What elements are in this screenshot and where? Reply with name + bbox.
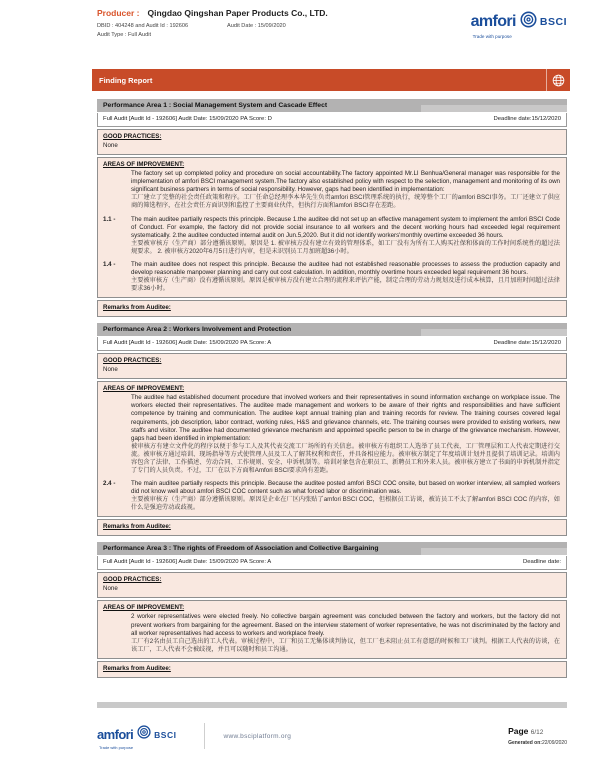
section-title: Performance Area 3 : The rights of Freedom of Association and Collective Bargaining bbox=[103, 545, 379, 553]
section-deadline: Deadline date: bbox=[523, 559, 561, 566]
finding-item bbox=[103, 480, 560, 512]
section-audit-info: Full Audit [Audit Id - 192606] Audit Date: 15/09/2020 PA Score: A bbox=[103, 559, 272, 566]
report-footer bbox=[97, 702, 567, 750]
section-deadline: Deadline date:15/12/2020 bbox=[493, 340, 561, 347]
finding-text-cn: 主要被审核方（生产商）部分遵循该原则。原因是企业在厂区内张贴了amfori BSCI COC，但根据员工访谈，被访员工不太了解amfori BSCI COC 的内容，如什么是强迫劳动或歧视。 bbox=[131, 496, 560, 512]
dbid-text: DBID : 404248 and Audit Id : 192606 bbox=[97, 22, 189, 29]
bsci-platform-link[interactable]: www.bsciplatform.org bbox=[223, 732, 292, 740]
remarks-label: Remarks from Auditee: bbox=[103, 304, 171, 312]
section-title-bar bbox=[97, 542, 567, 555]
remarks-label: Remarks from Auditee: bbox=[103, 664, 171, 672]
generated-on-label: Generated on: bbox=[508, 740, 542, 746]
footer-vertical-divider bbox=[204, 723, 205, 749]
areas-of-improvement-panel bbox=[97, 381, 567, 517]
finding-text-en: The main auditee partially respects this principle. Because the auditee posted amfori BSCI COC onsite, but based on worker interview, all sampled workers did not know well about amfori BSCI COC content such as what forced labor or discrimination was. bbox=[131, 479, 560, 495]
amfori-tagline: Trade with purpose bbox=[472, 34, 512, 39]
finding-text-en: The main auditee does not respect this principle. Because the auditee had not established reasonable processes to assess the production capacity and develop reasonable manpower planning and carry out cost calculation. In addition, monthly overtime hours exceeded legal requirement 36 hours. bbox=[131, 260, 560, 276]
producer-label: Producer : bbox=[97, 8, 140, 18]
amfori-wordmark: amfori bbox=[470, 13, 516, 30]
footer-divider-bar bbox=[97, 702, 567, 708]
aoi-intro-cn: 工厂有2名由员工自己选出的工人代表。审核过程中，工厂和员工无集体谈判协议，但工厂也未阻止员工有意愿的时候和工厂谈判。根据工人代表的访谈，在该工厂，工人代表不会被歧视，并且可以随时和员工沟通。 bbox=[131, 637, 560, 653]
finding-id: 2.4 - bbox=[103, 479, 116, 487]
finding-text-en: The main auditee partially respects this principle. Because 1.the auditee did not set up an effective management system to implement the amfori BSCI Code of Conduct. For example, the factory did not provide social insurance to all workers and the decent working hours had exceeded legal requirement systematically. 2.the auditee conducted internal audit on Jun.5,2020. But it did not identify workers'monthly overtime exceeded 36 hours. bbox=[131, 215, 560, 239]
finding-report-banner bbox=[92, 69, 570, 91]
good-practices-panel bbox=[97, 572, 567, 598]
section-meta-row bbox=[97, 556, 567, 570]
amfori-spiral-icon bbox=[520, 11, 537, 33]
bsci-wordmark: BSCI bbox=[154, 729, 177, 740]
areas-of-improvement-label: AREAS OF IMPROVEMENT: bbox=[103, 161, 185, 169]
good-practices-label: GOOD PRACTICES: bbox=[103, 133, 162, 140]
good-practices-value: None bbox=[103, 142, 118, 150]
areas-of-improvement-label: AREAS OF IMPROVEMENT: bbox=[103, 385, 185, 393]
good-practices-value: None bbox=[103, 366, 118, 374]
good-practices-panel bbox=[97, 129, 567, 155]
aoi-intro-en: The auditee had established document procedure that involved workers and their representatives in sound information exchange on workplace issue. The workers elected their representatives. The auditee made management and workers to be aware of their rights and responsibilities and have sufficient competence by training and communication. The auditee kept annual training plan and training records for review. The training courses covered legal requirements, job description, labor contract, working rules, H&S and grievance channels, etc. The training courses were provided to existing workers, new staffs and visitor. The auditee had documented grievance mechanism and appointed specific person to be in charge of the grievance mechanism. However, gaps had been identified in implementation: bbox=[131, 394, 560, 442]
remarks-panel bbox=[97, 661, 567, 678]
section-meta-row bbox=[97, 113, 567, 127]
finding-item bbox=[103, 216, 560, 256]
section-title: Performance Area 2 : Workers Involvement and Protection bbox=[103, 326, 292, 334]
finding-item bbox=[103, 261, 560, 293]
producer-block bbox=[97, 8, 338, 40]
aoi-intro-cn: 工厂建立了完整的社会责任政策和程序。工厂任命总经理李本华先生负责amfori BSCI管理系统的执行，统筹整个工厂的amfori BSCI事务。工厂还建立了供应商的筛选程序，在社会责任方面识别和监控了主要商业伙伴，但执行方面和amfori BSCI存在差距。 bbox=[131, 194, 560, 210]
section-title-bar bbox=[97, 99, 567, 112]
amfori-tagline: Trade with purpose bbox=[99, 745, 134, 750]
finding-id: 1.1 - bbox=[103, 215, 116, 223]
banner-title: Finding Report bbox=[99, 75, 153, 85]
finding-text-cn: 主要被审核方（生产商）部分遵循该原则。原因是 1. 被审核方没有建立有效的管理体系，如工厂没有为所有工人购买社保和体面的工作时间系统性的超过法规要求。 2. 被审核方2020年6月5日进行内审，但是未识别员工月加班超36小时。 bbox=[131, 239, 560, 255]
section-title: Performance Area 1 : Social Management System and Cascade Effect bbox=[103, 102, 328, 109]
section-performance-area-2 bbox=[97, 323, 567, 536]
remarks-panel bbox=[97, 300, 567, 317]
amfori-bsci-logo bbox=[471, 11, 567, 40]
aoi-intro-cn: 被审核方有建立文件化的程序以便于参与工人及其代表交流工厂场所的有关信息。被审核方有组织工人选举了员工代表，工厂管理层和工人代表定期进行交流。被审核方通过培训、现场指导等方式使管理人员及工人了解其权利和责任，并具备相应能力。被审核方制定了年度培训计划并且提供了培训记录。培训内容包含了法律、工作描述、劳动合同、工作规则、安全、申诉机制等。培训对象包含在职员工、新聘员工和外来人员。被审核方建立了书面的申诉机制并指定了专门的人员负责。不过，工厂在以下方面和Amfori BSCI要求尚有差距。 bbox=[131, 442, 560, 474]
audit-meta bbox=[97, 22, 338, 40]
producer-name: Qingdao Qingshan Paper Products Co., LTD. bbox=[147, 8, 328, 18]
globe-icon bbox=[546, 69, 570, 91]
amfori-spiral-icon bbox=[137, 725, 151, 744]
bsci-wordmark: BSCI bbox=[539, 16, 567, 28]
good-practices-label: GOOD PRACTICES: bbox=[103, 357, 162, 365]
aoi-intro-en: 2 worker representatives were elected freely. No collective bargain agreement was concluded between the factory and workers, but the factory did not prevent workers from bargaining for the agreement. Based on the interview statement of worker representative, he was not discriminated by the factory and all worker representatives had access to workers and workplace freely. bbox=[131, 613, 560, 637]
footer-page-block bbox=[508, 726, 567, 746]
section-deadline: Deadline date:15/12/2020 bbox=[493, 116, 561, 122]
areas-of-improvement-panel bbox=[97, 157, 567, 298]
good-practices-panel bbox=[97, 353, 567, 379]
audit-date-text: Audit Date : 15/09/2020 bbox=[227, 22, 286, 29]
good-practices-value: None bbox=[103, 585, 118, 593]
page-label: Page bbox=[508, 726, 529, 736]
footer-amfori-bsci-logo bbox=[97, 725, 176, 750]
audit-type-text: Audit Type : Full Audit bbox=[97, 31, 152, 38]
section-audit-info: Full Audit [Audit Id - 192606] Audit Date: 15/09/2020 PA Score: D bbox=[103, 116, 272, 122]
good-practices-label: GOOD PRACTICES: bbox=[103, 576, 162, 584]
amfori-wordmark: amfori bbox=[97, 727, 134, 742]
finding-id: 1.4 - bbox=[103, 260, 116, 268]
section-audit-info: Full Audit [Audit Id - 192606] Audit Date: 15/09/2020 PA Score: A bbox=[103, 340, 272, 347]
section-performance-area-3 bbox=[97, 542, 567, 678]
report-header bbox=[97, 8, 567, 40]
remarks-panel bbox=[97, 519, 567, 536]
page-number: 6/12 bbox=[530, 729, 544, 736]
areas-of-improvement-panel bbox=[97, 600, 567, 658]
finding-text-cn: 主要被审核方（生产商）没有遵循该原则。原因是被审核方没有建立合理的流程来评估产能，制定合理的劳动力规划及进行成本核算，且月加班时间超过法律要求36小时。 bbox=[131, 276, 560, 292]
generated-on-date: 22/09/2020 bbox=[541, 740, 567, 746]
section-title-bar bbox=[97, 323, 567, 336]
areas-of-improvement-label: AREAS OF IMPROVEMENT: bbox=[103, 604, 185, 612]
aoi-intro-en: The factory set up completed policy and procedure on social accountability.The factory appointed Mr.LI Benhua/General manager was responsible for the implementation of amfori BSCI management system.The factory also established policy with respect to the selection, management and monitoring of its own significant business partners in terms of social responsibility. However, gaps had been identified in implementation: bbox=[131, 170, 560, 194]
section-meta-row bbox=[97, 337, 567, 351]
section-performance-area-1 bbox=[97, 99, 567, 317]
remarks-label: Remarks from Auditee: bbox=[103, 523, 171, 531]
sections-container bbox=[97, 99, 567, 684]
